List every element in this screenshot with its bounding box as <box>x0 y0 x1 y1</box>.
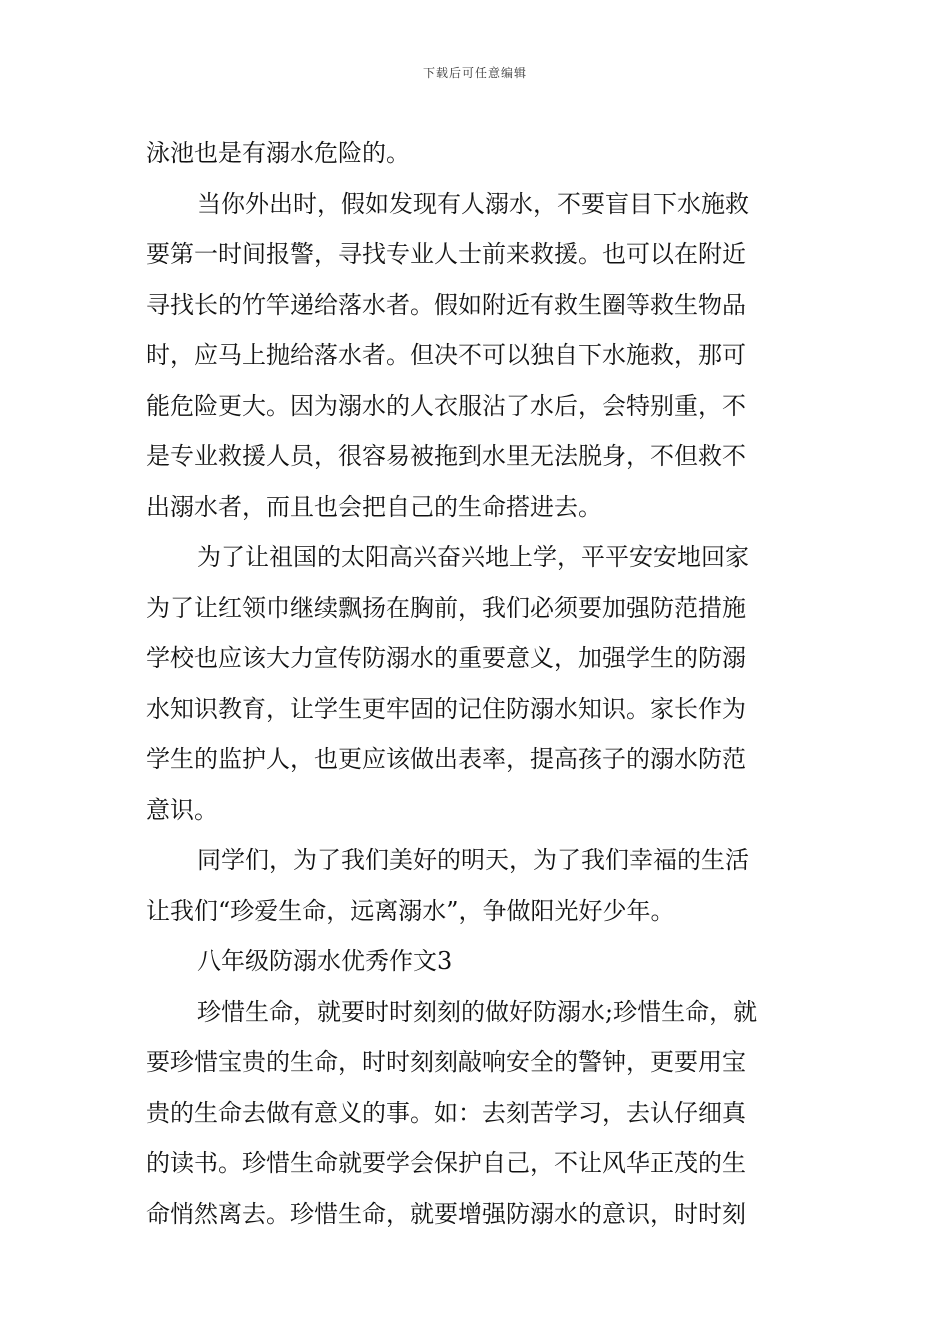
text-line: 意识。 <box>146 795 218 824</box>
text-line: 出溺水者，而且也会把自己的生命搭进去。 <box>146 492 602 521</box>
text-line: 的读书。珍惜生命就要学会保护自己，不让风华正茂的生 <box>146 1149 746 1177</box>
text-line: 学校也应该大力宣传防溺水的重要意义，加强学生的防溺 <box>146 644 746 672</box>
text-line: 为了让祖国的太阳高兴奋兴地上学，平平安安地回家 <box>197 543 749 571</box>
page-header: 下载后可任意编辑 <box>422 66 527 80</box>
text-line: 寻找长的竹竿递给落水者。假如附近有救生圈等救生物品 <box>146 290 746 319</box>
body-text <box>146 128 812 1239</box>
text-line: 泳池也是有溺水危险的。 <box>146 139 410 167</box>
text-line: 水知识教育，让学生更牢固的记住防溺水知识。家长作为 <box>146 694 746 723</box>
text-line: 学生的监护人，也更应该做出表率，提高孩子的溺水防范 <box>146 745 746 773</box>
text-line: 要第一时间报警，寻找专业人士前来救援。也可以在附近 <box>146 240 746 268</box>
text-line: 同学们，为了我们美好的明天，为了我们幸福的生活 <box>197 846 749 874</box>
text-line: 能危险更大。因为溺水的人衣服沾了水后，会特别重，不 <box>146 391 746 420</box>
text-line: 是专业救援人员，很容易被拖到水里无法脱身，不但救不 <box>146 442 746 470</box>
text-line: 要珍惜宝贵的生命，时时刻刻敲响安全的警钟，更要用宝 <box>146 1048 746 1076</box>
text-line: 让我们“珍爱生命，远离溺水”，争做阳光好少年。 <box>146 896 675 925</box>
text-line: 时，应马上抛给落水者。但决不可以独自下水施救，那可 <box>146 341 746 369</box>
text-line: 为了让红领巾继续飘扬在胸前，我们必须要加强防范措施 <box>146 593 746 622</box>
text-line: 当你外出时，假如发现有人溺水，不要盲目下水施救 <box>197 189 749 218</box>
text-line: 贵的生命去做有意义的事。如：去刻苦学习，去认仔细真 <box>146 1098 746 1127</box>
text-line: 珍惜生命，就要时时刻刻的做好防溺水;珍惜生命，就 <box>197 997 758 1026</box>
text-line: 八年级防溺水优秀作文3 <box>197 947 453 975</box>
text-line: 命悄然离去。珍惜生命，就要增强防溺水的意识，时时刻 <box>146 1199 746 1228</box>
